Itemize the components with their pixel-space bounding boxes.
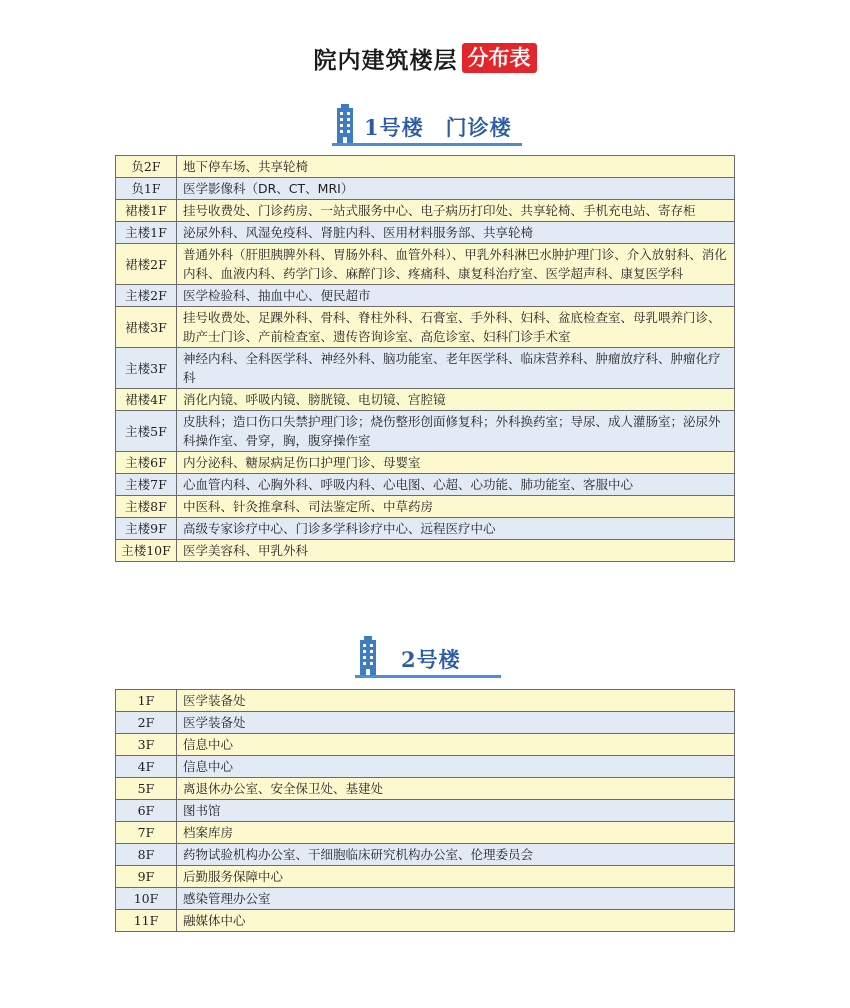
floor-departments: 高级专家诊疗中心、门诊多学科诊疗中心、远程医疗中心 bbox=[177, 518, 735, 540]
building-icon bbox=[355, 634, 381, 678]
floor-departments: 信息中心 bbox=[177, 756, 735, 778]
table-row bbox=[116, 756, 735, 778]
floor-departments: 档案库房 bbox=[177, 822, 735, 844]
floor-departments: 中医科、针灸推拿科、司法鉴定所、中草药房 bbox=[177, 496, 735, 518]
table-row bbox=[116, 712, 735, 734]
table-row bbox=[116, 734, 735, 756]
floor-departments: 图书馆 bbox=[177, 800, 735, 822]
table-row bbox=[116, 888, 735, 910]
building-1-header bbox=[332, 102, 512, 146]
page-title-highlight: 分布表 bbox=[462, 43, 537, 73]
floor-label: 7F bbox=[116, 822, 177, 844]
table-row bbox=[116, 389, 735, 411]
building-2-header bbox=[355, 634, 491, 678]
floor-departments: 挂号收费处、足踝外科、骨科、脊柱外科、石膏室、手外科、妇科、盆底检查室、母乳喂养门诊、助产士门诊、产前检查室、遗传咨询诊室、高危诊室、妇科门诊手术室 bbox=[177, 307, 735, 348]
floor-departments: 神经内科、全科医学科、神经外科、脑功能室、老年医学科、临床营养科、肿瘤放疗科、肿瘤化疗科 bbox=[177, 348, 735, 389]
floor-departments: 泌尿外科、风湿免疫科、肾脏内科、医用材料服务部、共享轮椅 bbox=[177, 222, 735, 244]
floor-departments: 感染管理办公室 bbox=[177, 888, 735, 910]
floor-label: 裙楼1F bbox=[116, 200, 177, 222]
building-1-floor-table bbox=[115, 155, 735, 562]
building-icon bbox=[332, 102, 358, 146]
table-row bbox=[116, 156, 735, 178]
building-2-floor-table bbox=[115, 689, 735, 932]
table-row bbox=[116, 540, 735, 562]
floor-departments: 地下停车场、共享轮椅 bbox=[177, 156, 735, 178]
building-2-name: 2号楼 bbox=[401, 647, 461, 672]
floor-departments: 药物试验机构办公室、干细胞临床研究机构办公室、伦理委员会 bbox=[177, 844, 735, 866]
table-row bbox=[116, 910, 735, 932]
floor-label: 裙楼3F bbox=[116, 307, 177, 348]
floor-departments: 信息中心 bbox=[177, 734, 735, 756]
table-row bbox=[116, 200, 735, 222]
floor-label: 主楼10F bbox=[116, 540, 177, 562]
table-row bbox=[116, 518, 735, 540]
floor-label: 11F bbox=[116, 910, 177, 932]
floor-label: 负2F bbox=[116, 156, 177, 178]
table-row bbox=[116, 222, 735, 244]
floor-departments: 心血管内科、心胸外科、呼吸内科、心电图、心超、心功能、肺功能室、客服中心 bbox=[177, 474, 735, 496]
floor-label: 裙楼4F bbox=[116, 389, 177, 411]
floor-departments: 内分泌科、糖尿病足伤口护理门诊、母婴室 bbox=[177, 452, 735, 474]
building-1-name: 1号楼 门诊楼 bbox=[364, 115, 512, 140]
floor-label: 主楼7F bbox=[116, 474, 177, 496]
floor-label: 3F bbox=[116, 734, 177, 756]
floor-label: 负1F bbox=[116, 178, 177, 200]
table-row bbox=[116, 348, 735, 389]
floor-label: 主楼8F bbox=[116, 496, 177, 518]
floor-label: 主楼3F bbox=[116, 348, 177, 389]
table-row bbox=[116, 496, 735, 518]
floor-label: 1F bbox=[116, 690, 177, 712]
table-row bbox=[116, 866, 735, 888]
floor-label: 4F bbox=[116, 756, 177, 778]
floor-label: 主楼9F bbox=[116, 518, 177, 540]
floor-departments: 消化内镜、呼吸内镜、膀胱镜、电切镜、宫腔镜 bbox=[177, 389, 735, 411]
table-row bbox=[116, 411, 735, 452]
floor-label: 10F bbox=[116, 888, 177, 910]
floor-departments: 皮肤科；造口伤口失禁护理门诊；烧伤整形创面修复科；外科换药室；导尿、成人灌肠室；泌尿外科操作室、骨穿，胸，腹穿操作室 bbox=[177, 411, 735, 452]
floor-departments: 医学美容科、甲乳外科 bbox=[177, 540, 735, 562]
table-row bbox=[116, 285, 735, 307]
floor-departments: 普通外科（肝胆胰脾外科、胃肠外科、血管外科）、甲乳外科淋巴水肿护理门诊、介入放射科、消化内科、血液内科、药学门诊、麻醉门诊、疼痛科、康复科治疗室、医学超声科、康复医学科 bbox=[177, 244, 735, 285]
table-row bbox=[116, 452, 735, 474]
floor-departments: 挂号收费处、门诊药房、一站式服务中心、电子病历打印处、共享轮椅、手机充电站、寄存柜 bbox=[177, 200, 735, 222]
page-title-main: 院内建筑楼层 bbox=[313, 47, 458, 74]
floor-label: 主楼6F bbox=[116, 452, 177, 474]
table-row bbox=[116, 844, 735, 866]
table-row bbox=[116, 778, 735, 800]
floor-departments: 医学装备处 bbox=[177, 690, 735, 712]
floor-departments: 医学影像科（DR、CT、MRI） bbox=[177, 178, 735, 200]
table-row bbox=[116, 474, 735, 496]
table-row bbox=[116, 178, 735, 200]
floor-label: 2F bbox=[116, 712, 177, 734]
table-row bbox=[116, 307, 735, 348]
floor-label: 主楼2F bbox=[116, 285, 177, 307]
table-row bbox=[116, 822, 735, 844]
floor-label: 6F bbox=[116, 800, 177, 822]
table-row bbox=[116, 690, 735, 712]
floor-departments: 后勤服务保障中心 bbox=[177, 866, 735, 888]
building-1-underline bbox=[332, 143, 522, 146]
floor-label: 5F bbox=[116, 778, 177, 800]
floor-departments: 医学检验科、抽血中心、便民超市 bbox=[177, 285, 735, 307]
table-row bbox=[116, 244, 735, 285]
floor-label: 8F bbox=[116, 844, 177, 866]
floor-departments: 融媒体中心 bbox=[177, 910, 735, 932]
floor-label: 9F bbox=[116, 866, 177, 888]
floor-departments: 医学装备处 bbox=[177, 712, 735, 734]
page-title bbox=[0, 38, 850, 78]
floor-label: 主楼1F bbox=[116, 222, 177, 244]
floor-label: 裙楼2F bbox=[116, 244, 177, 285]
floor-departments: 离退休办公室、安全保卫处、基建处 bbox=[177, 778, 735, 800]
table-row bbox=[116, 800, 735, 822]
building-2-underline bbox=[355, 675, 501, 678]
floor-label: 主楼5F bbox=[116, 411, 177, 452]
